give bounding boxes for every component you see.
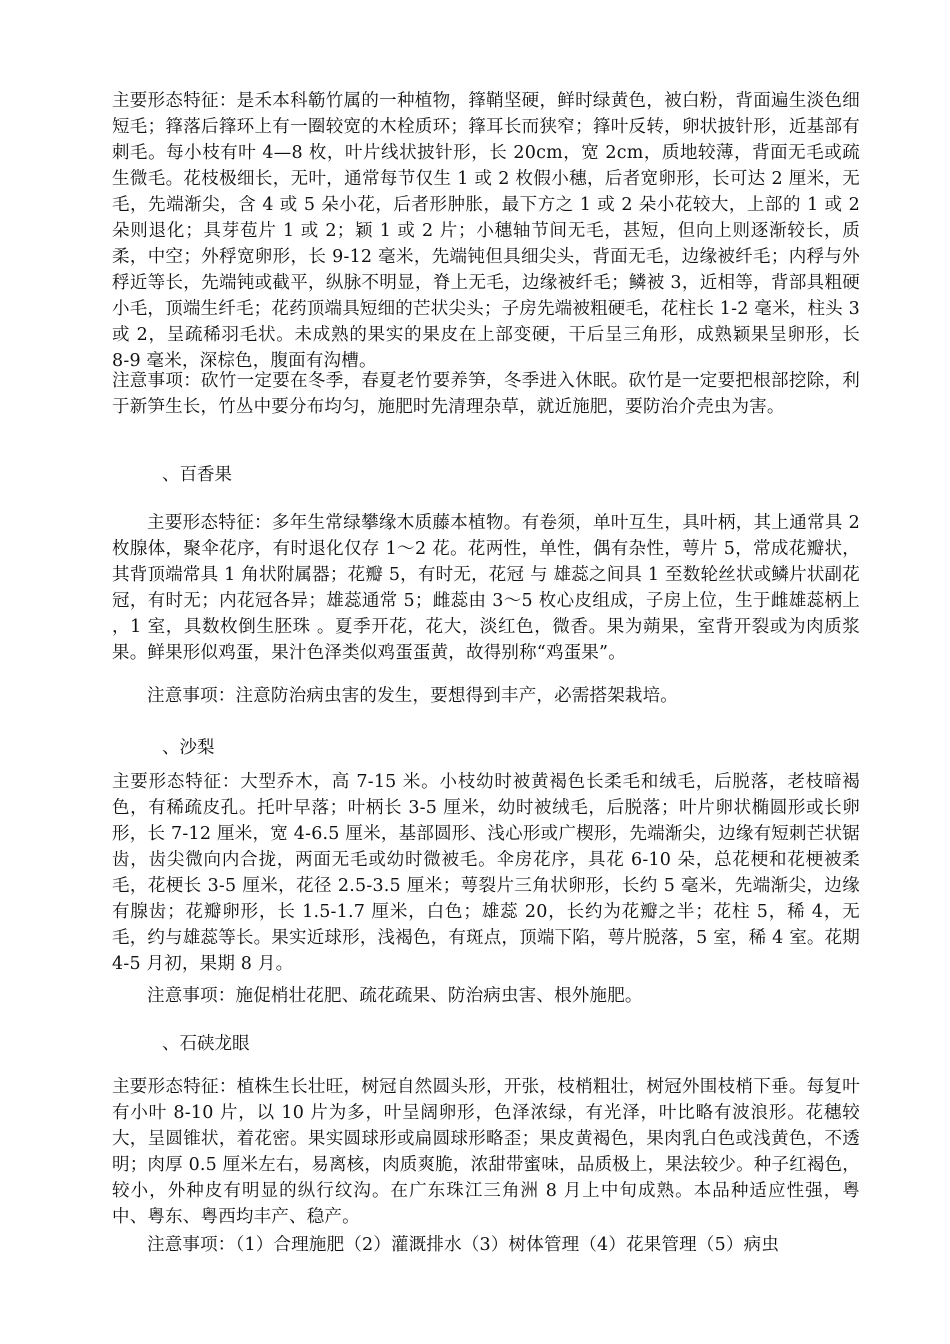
longan-morphology-paragraph: 主要形态特征：植株生长壮旺，树冠自然圆头形，开张，枝梢粗壮，树冠外围枝梢下垂。每复叶有小叶 8-10 片，以 10 片为多，叶呈阔卵形，色泽浓绿，有光泽，叶比略有波浪形。花穗较大，呈圆锥状，着花密。果实圆球形或扁圆球形略歪；果皮黄褐色，果肉乳白色或浅黄色，不透明；肉厚 0.5 厘米左右，易离核，肉质爽脆，浓甜带蜜味，品质极上，果法较少。种子红褐色，较小，外种皮有明显的纵行纹沟。在广东珠江三角洲 8 月上中旬成熟。本品种适应性强，粤中、粤东、粤西均丰产、稳产。 (112, 1077, 860, 1227)
passion-fruit-notes-paragraph: 注意事项：注意防治病虫害的发生，要想得到丰产，必需搭架栽培。 (147, 686, 678, 706)
sand-pear-notes-paragraph: 注意事项：施促梢壮花肥、疏花疏果、防治病虫害、根外施肥。 (147, 986, 643, 1006)
bamboo-morphology-paragraph: 主要形态特征：是禾本科簕竹属的一种植物，箨鞘坚硬，鲜时绿黄色，被白粉，背面遍生淡色细短毛；箨落后箨环上有一圈较宽的木栓质环；箨耳长而狭窄；箨叶反转，卵状披针形，近基部有刺毛。每小枝有叶 4—8 枚，叶片线状披针形，长 20cm，宽 2cm，质地较薄，背面无毛或疏生微毛。花枝极细长，无叶，通常每节仅生 1 或 2 枚假小穗，后者宽卵形，长可达 2 厘米，无毛，先端渐尖，含 4 或 5 朵小花，后者形肿胀，最下方之 1 或 2 朵小花较大，上部的 1 或 2 朵则退化；具芽苞片 1 或 2；颖 1 或 2 片；小穗轴节间无毛，甚短，但向上则逐渐较长，质柔，中空；外稃宽卵形，长 9-12 毫米，先端钝但具细尖头，背面无毛，边缘被纤毛；内稃与外稃近等长，先端钝或截平，纵脉不明显，脊上无毛，边缘被纤毛；鳞被 3，近相等，背部具粗硬小毛，顶端生纤毛；花药顶端具短细的芒状尖头；子房先端被粗硬毛，花柱长 1-2 毫米，柱头 3 或 2，呈疏稀羽毛状。未成熟的果实的果皮在上部变硬，干后呈三角形，成熟颖果呈卵形，长 8-9 毫米，深棕色，腹面有沟槽。 (112, 91, 860, 371)
passion-fruit-morphology-paragraph: 主要形态特征：多年生常绿攀缘木质藤本植物。有卷须，单叶互生，具叶柄，其上通常具 2 枚腺体，聚伞花序，有时退化仅存 1～2 花。花两性，单性，偶有杂性，萼片 5，常成花瓣状，其背顶端常具 1 角状附属器；花瓣 5，有时无，花冠 与 雄蕊之间具 1 至数轮丝状或鳞片状副花冠，有时无；内花冠各异；雄蕊通常 5；雌蕊由 3～5 枚心皮组成，子房上位，生于雌雄蕊柄上 ，1 室，具数枚倒生胚珠 。夏季开花，花大，淡红色，微香。果为蒴果，室背开裂或为肉质浆果。鲜果形似鸡蛋，果汁色泽类似鸡蛋蛋黄，故得别称“鸡蛋果”。 (112, 513, 860, 663)
longan-heading: 、石硖龙眼 (162, 1034, 250, 1054)
passion-fruit-heading: 、百香果 (162, 465, 232, 485)
longan-notes-paragraph: 注意事项：（1）合理施肥（2）灌溉排水（3）树体管理（4）花果管理（5）病虫 (147, 1235, 780, 1255)
sand-pear-morphology-paragraph: 主要形态特征：大型乔木，高 7-15 米。小枝幼时被黄褐色长柔毛和绒毛，后脱落，老枝暗褐色，有稀疏皮孔。托叶早落；叶柄长 3-5 厘米，幼时被绒毛，后脱落；叶片卵状椭圆形或长卵形，长 7-12 厘米，宽 4-6.5 厘米，基部圆形、浅心形或广楔形，先端渐尖，边缘有短刺芒状锯齿，齿尖微向内合拢，两面无毛或幼时微被毛。伞房花序，具花 6-10 朵，总花梗和花梗被柔毛，花梗长 3-5 厘米，花径 2.5-3.5 厘米；萼裂片三角状卵形，长约 5 毫米，先端渐尖，边缘有腺齿；花瓣卵形，长 1.5-1.7 厘米，白色；雄蕊 20，长约为花瓣之半；花柱 5，稀 4，无毛，约与雄蕊等长。果实近球形，浅褐色，有斑点，顶端下陷，萼片脱落，5 室，稀 4 室。花期 4-5 月初，果期 8 月。 (112, 772, 860, 974)
bamboo-notes-paragraph: 注意事项：砍竹一定要在冬季，春夏老竹要养笋，冬季进入休眠。砍竹是一定要把根部挖除，利于新笋生长，竹丛中要分布均匀，施肥时先清理杂草，就近施肥，要防治介壳虫为害。 (112, 371, 860, 417)
sand-pear-heading: 、沙梨 (162, 738, 215, 758)
